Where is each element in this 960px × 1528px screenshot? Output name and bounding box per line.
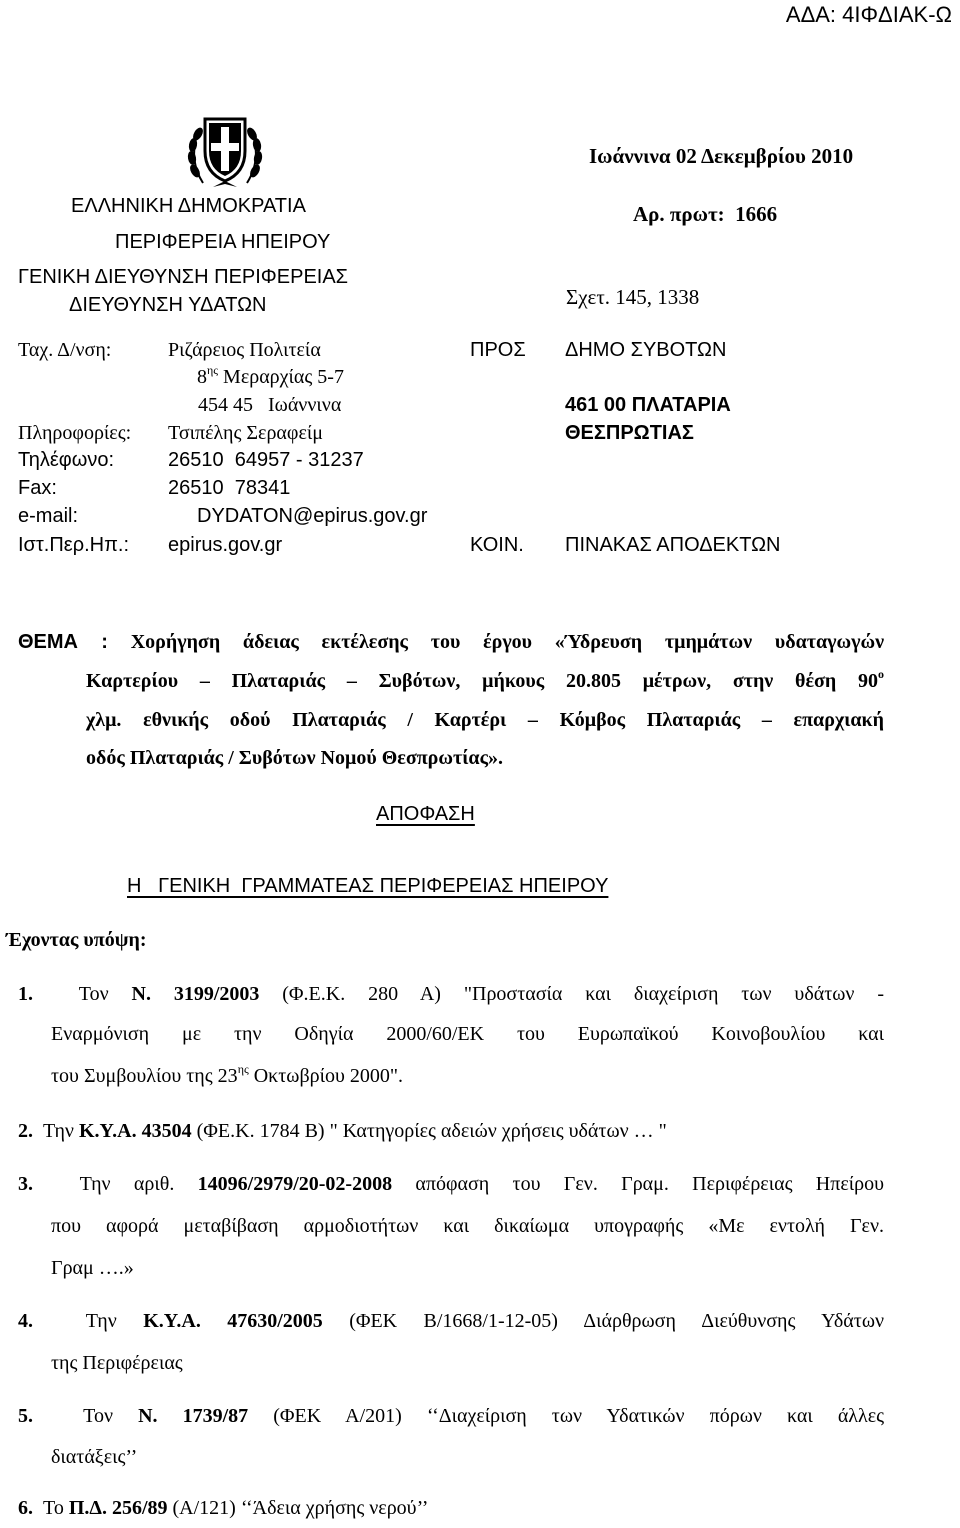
document-date: Ιωάννινα 02 Δεκεμβρίου 2010 (589, 144, 854, 168)
address-line-2: $8^{\eta\varsigma}$ Μεραρχίας 5-7 (197, 363, 344, 388)
cc-recipients: ΠΙΝΑΚΑΣ ΑΠΟΔΕΚΤΩΝ (565, 534, 781, 556)
cc-label: ΚΟΙΝ. (470, 534, 524, 556)
recipient-area: ΘΕΣΠΡΩΤΙΑΣ (565, 422, 694, 444)
subject-line-2: Καρτερίου – Πλαταριάς – Συβότων, μήκους 20.805 μέτρων, στην θέση $90^o$ (86, 667, 884, 692)
website-link[interactable]: epirus.gov.gr (168, 534, 283, 556)
fax-label: Fax: (18, 477, 57, 499)
recipient-name: ΔΗΜΟ ΣΥΒΟΤΩΝ (565, 339, 727, 361)
protocol-label: Αρ. πρωτ: (633, 202, 725, 226)
item-1-line-2: Εναρμόνιση με την Οδηγία 2000/60/ΕΚ του Ευρωπαϊκού Κοινοβουλίου και (51, 1023, 884, 1045)
item-5-line-1: 5. Τον Ν. 1739/87 (ΦΕΚ Α/201) ‘‘Διαχείριση των Υδατικών πόρων και άλλες (18, 1405, 885, 1427)
region-heading: ΠΕΡΙΦΕΡΕΙΑ ΗΠΕΙΡΟΥ (115, 231, 331, 253)
recipient-address: 461 00 ΠΛΑΤΑΡΙΑ (565, 394, 731, 416)
phone-label: Τηλέφωνο: (18, 449, 115, 471)
phone-value: 26510 64957 - 31237 (168, 449, 364, 471)
to-label: ΠΡΟΣ (470, 339, 526, 361)
protocol-number (633, 202, 777, 227)
email-label: e-mail: (18, 505, 79, 527)
item-5-line-2: διατάξεις’’ (51, 1446, 138, 1468)
subject-line-4: οδός Πλαταριάς / Συβότων Νομού Θεσπρωτίας». (86, 747, 504, 769)
item-4-line-2: της Περιφέρειας (51, 1352, 183, 1374)
item-3-line-3: Γραμ ….» (51, 1257, 134, 1279)
address-line-1: Ριζάρειος Πολιτεία (168, 339, 321, 361)
item-6-line-1: 6. Το Π.Δ. 256/89 (Α/121) ‘‘Άδεια χρήσης νερού’’ (18, 1497, 429, 1519)
email-link[interactable]: DYDATON@epirus.gov.gr (197, 505, 428, 527)
address-line-3: 454 45 Ιωάννινα (198, 394, 342, 416)
item-1-line-3: του Συμβουλίου της $23^{\eta\varsigma}$ Οκτωβρίου 2000". (51, 1062, 404, 1087)
directorate-heading: ΔΙΕΥΘΥΝΣΗ ΥΔΑΤΩΝ (69, 294, 267, 316)
decision-heading: ΑΠΟΦΑΣΗ (376, 803, 475, 825)
subject-line-1: ΘΕΜΑ : Χορήγηση άδειας εκτέλεσης του έργου «Ύδρευση τμημάτων υδαταγωγών (18, 631, 885, 653)
item-2-line-1: 2. Την Κ.Υ.Α. 43504 (ΦΕ.Κ. 1784 Β) " Κατηγορίες αδειών χρήσεις υδάτων … " (18, 1120, 667, 1142)
reference-numbers: Σχετ. 145, 1338 (566, 285, 700, 309)
item-3-line-2: που αφορά μεταβίβαση αρμοδιοτήτων και δικαίωμα υπογραφής «Με εντολή Γεν. (51, 1215, 884, 1237)
item-1-line-1: 1. Τον Ν. 3199/2003 (Φ.Ε.Κ. 280 Α) "Προστασία και διαχείριση των υδάτων - (18, 983, 884, 1005)
subject-line-3: χλμ. εθνικής οδού Πλαταριάς / Καρτέρι – Κόμβος Πλαταριάς – επαρχιακή (86, 709, 884, 731)
general-directorate-heading: ΓΕΝΙΚΗ ΔΙΕΥΘΥΝΣΗ ΠΕΡΙΦΕΡΕΙΑΣ (18, 266, 349, 288)
ada-code: ΑΔΑ: 4ΙΦΔΙΑΚ-Ω (785, 2, 952, 27)
website-label: Ιστ.Περ.Ηπ.: (18, 534, 130, 556)
info-label: Πληροφορίες: (18, 422, 132, 444)
address-label: Ταχ. Δ/νση: (18, 339, 112, 361)
fax-value: 26510 78341 (168, 477, 291, 499)
item-3-line-1: 3. Την αριθ. 14096/2979/20-02-2008 απόφαση του Γεν. Γραμ. Περιφέρειας Ηπείρου (18, 1173, 884, 1195)
subject-label: ΘΕΜΑ : (18, 631, 108, 653)
info-value: Τσιπέλης Σεραφείμ (168, 422, 323, 444)
greek-coat-of-arms-icon (183, 111, 267, 195)
considering-heading: Έχοντας υπόψη: (6, 929, 147, 951)
republic-heading: ΕΛΛΗΝΙΚΗ ΔΗΜΟΚΡΑΤΙΑ (71, 195, 306, 217)
item-4-line-1: 4. Την Κ.Υ.Α. 47630/2005 (ΦΕΚ Β/1668/1-12-05) Διάρθρωση Διεύθυνσης Υδάτων (18, 1310, 885, 1332)
authority-heading: Η ΓΕΝΙΚΗ ΓΡΑΜΜΑΤΕΑΣ ΠΕΡΙΦΕΡΕΙΑΣ ΗΠΕΙΡΟΥ (127, 875, 609, 897)
protocol-value: 1666 (735, 202, 778, 226)
